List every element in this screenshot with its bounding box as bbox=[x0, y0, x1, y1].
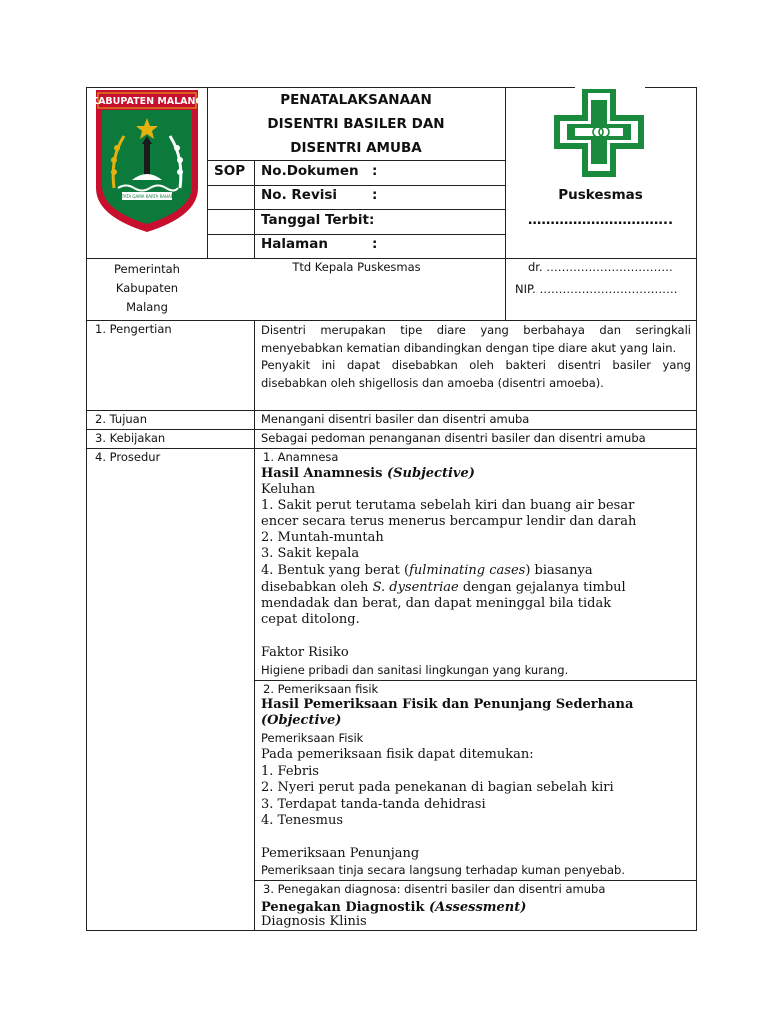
no-revisi-label: No. Revisi bbox=[261, 187, 338, 203]
item-4b-pre: disebabkan oleh bbox=[261, 580, 373, 595]
pemerintah-line-2: Kabupaten bbox=[115, 281, 179, 295]
title-line-3: DISENTRI AMUBA bbox=[290, 140, 422, 156]
anamnesa-title-italic: (Subjective) bbox=[386, 466, 475, 481]
kabupaten-malang-logo bbox=[92, 88, 202, 234]
nip-line: NIP. ……………………………… bbox=[515, 282, 678, 296]
dr-line: dr. …………………………… bbox=[528, 260, 673, 274]
keluhan-item-1b: encer secara terus menerus bercampur lendir dan darah bbox=[261, 514, 637, 529]
pemeriksaan-item-3: 3. Terdapat tanda-tanda dehidrasi bbox=[261, 797, 486, 812]
diagnosa-heading: 3. Penegakan diagnosa: disentri basiler dan disentri amuba bbox=[263, 882, 606, 896]
penunjang-label: Pemeriksaan Penunjang bbox=[261, 846, 420, 861]
faktor-risiko-label: Faktor Risiko bbox=[261, 645, 349, 660]
diagnosa-title-bold: Penegakan Diagnostik bbox=[261, 900, 429, 915]
logo-motto: SATATA GAMA KARTA RAHARJA bbox=[116, 194, 178, 199]
faktor-risiko-text: Higiene pribadi dan sanitasi lingkungan yang kurang. bbox=[261, 663, 569, 677]
pengertian-paragraph-2: Penyakit ini dapat disebabkan oleh bakteri disentri basiler yang disebabkan oleh shigellosis dan amoeba (disentri amoeba). bbox=[261, 358, 691, 390]
pemeriksaan-intro: Pada pemeriksaan fisik dapat ditemukan: bbox=[261, 747, 534, 762]
pengertian-paragraph-1: Disentri merupakan tipe diare yang berbahaya dan seringkali menyebabkan kematian dibandingkan dengan tipe diare akut yang lain. bbox=[261, 323, 691, 355]
tanggal-terbit-label: Tanggal Terbit bbox=[261, 212, 369, 228]
puskesmas-label: Puskesmas bbox=[558, 187, 643, 203]
anamnesa-heading: 1. Anamnesa bbox=[263, 450, 339, 464]
tanggal-terbit-sep: : bbox=[369, 212, 375, 228]
title-line-2: DISENTRI BASILER DAN bbox=[267, 116, 445, 132]
item-4a-italic: fulminating cases bbox=[409, 563, 526, 578]
penunjang-text: Pemeriksaan tinja secara langsung terhadap kuman penyebab. bbox=[261, 863, 625, 877]
keluhan-label: Keluhan bbox=[261, 482, 316, 497]
no-revisi-sep: : bbox=[372, 187, 378, 203]
anamnesa-title-bold: Hasil Anamnesis bbox=[261, 466, 387, 481]
keluhan-item-4c: mendadak dan berat, dan dapat meninggal bila tidak bbox=[261, 596, 612, 611]
pemerintah-cell bbox=[87, 260, 207, 317]
pemerintah-line-3: Malang bbox=[126, 300, 168, 314]
item-4b-post: dengan gejalanya timbul bbox=[458, 580, 626, 595]
pemeriksaan-title-italic: (Objective) bbox=[261, 713, 342, 728]
pemeriksaan-item-1: 1. Febris bbox=[261, 764, 319, 779]
ttd-kepala-puskesmas: Ttd Kepala Puskesmas bbox=[292, 260, 421, 274]
section-label-tujuan: 2. Tujuan bbox=[95, 412, 148, 426]
keluhan-item-4b bbox=[261, 580, 626, 595]
pemeriksaan-fisik-sub: Pemeriksaan Fisik bbox=[261, 731, 364, 745]
no-dokumen-label: No.Dokumen bbox=[261, 163, 359, 179]
logo-text: KABUPATEN MALANG bbox=[92, 96, 202, 107]
diagnosis-klinis-label: Diagnosis Klinis bbox=[261, 914, 367, 929]
section-label-kebijakan: 3. Kebijakan bbox=[95, 431, 166, 445]
pemeriksaan-heading: 2. Pemeriksaan fisik bbox=[263, 682, 379, 696]
no-dokumen-sep: : bbox=[372, 163, 378, 179]
pemeriksaan-item-2: 2. Nyeri perut pada penekanan di bagian sebelah kiri bbox=[261, 780, 614, 795]
title-line-1: PENATALAKSANAAN bbox=[280, 92, 432, 108]
kebijakan-text: Sebagai pedoman penanganan disentri basiler dan disentri amuba bbox=[261, 431, 646, 445]
diagnosa-title-italic: (Assessment) bbox=[428, 900, 527, 915]
item-4a-post: ) biasanya bbox=[525, 563, 593, 578]
section-label-pengertian: 1. Pengertian bbox=[95, 322, 172, 336]
item-4b-italic: S. dysentriae bbox=[372, 580, 459, 595]
pengertian-text bbox=[261, 322, 691, 392]
logo-notch bbox=[575, 85, 645, 89]
keluhan-item-1a: 1. Sakit perut terutama sebelah kiri dan buang air besar bbox=[261, 498, 635, 513]
keluhan-item-2: 2. Muntah-muntah bbox=[261, 530, 384, 545]
pemeriksaan-title-bold: Hasil Pemeriksaan Fisik dan Penunjang Sederhana bbox=[261, 697, 634, 712]
halaman-sep: : bbox=[372, 236, 378, 252]
halaman-label: Halaman bbox=[261, 236, 328, 252]
item-4a-pre: 4. Bentuk yang berat ( bbox=[261, 563, 410, 578]
section-label-prosedur: 4. Prosedur bbox=[95, 450, 161, 464]
document-title bbox=[207, 88, 505, 160]
keluhan-item-4a bbox=[261, 563, 593, 578]
keluhan-item-3: 3. Sakit kepala bbox=[261, 546, 360, 561]
pemeriksaan-item-4: 4. Tenesmus bbox=[261, 813, 343, 828]
tujuan-text: Menangani disentri basiler dan disentri amuba bbox=[261, 412, 530, 426]
pemerintah-line-1: Pemerintah bbox=[114, 262, 180, 276]
puskesmas-logo bbox=[553, 86, 645, 178]
anamnesa-title bbox=[261, 464, 475, 482]
sop-label: SOP bbox=[214, 163, 246, 179]
keluhan-item-4d: cepat ditolong. bbox=[261, 612, 360, 627]
puskesmas-name-dots: ………………………….. bbox=[527, 212, 674, 228]
